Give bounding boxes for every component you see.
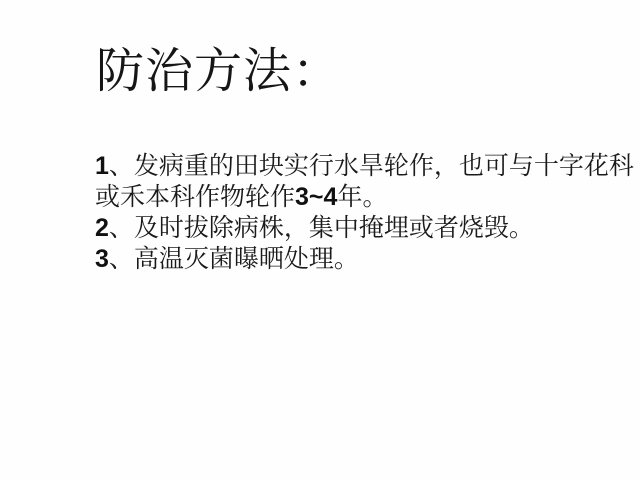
item-1-text-tail: 年。 xyxy=(337,184,388,211)
item-2-text: 、及时拔除病株，集中掩埋或者烧毁。 xyxy=(108,215,534,242)
item-3-text: 、高温灭菌曝晒处理。 xyxy=(108,246,359,273)
item-1-text: 、发病重的田块实行水旱轮作，也可与十字花科或禾本科作物轮作 xyxy=(95,153,634,211)
item-1-bold-range: 3~4 xyxy=(295,183,338,211)
slide-body-text xyxy=(95,151,640,275)
list-item-1 xyxy=(95,151,640,213)
item-2-number: 2 xyxy=(95,214,109,242)
slide-title: 防治方法： xyxy=(96,45,342,98)
item-1-number: 1 xyxy=(95,152,109,180)
list-item-2 xyxy=(95,213,640,244)
item-3-number: 3 xyxy=(95,245,109,273)
list-item-3 xyxy=(95,244,640,275)
